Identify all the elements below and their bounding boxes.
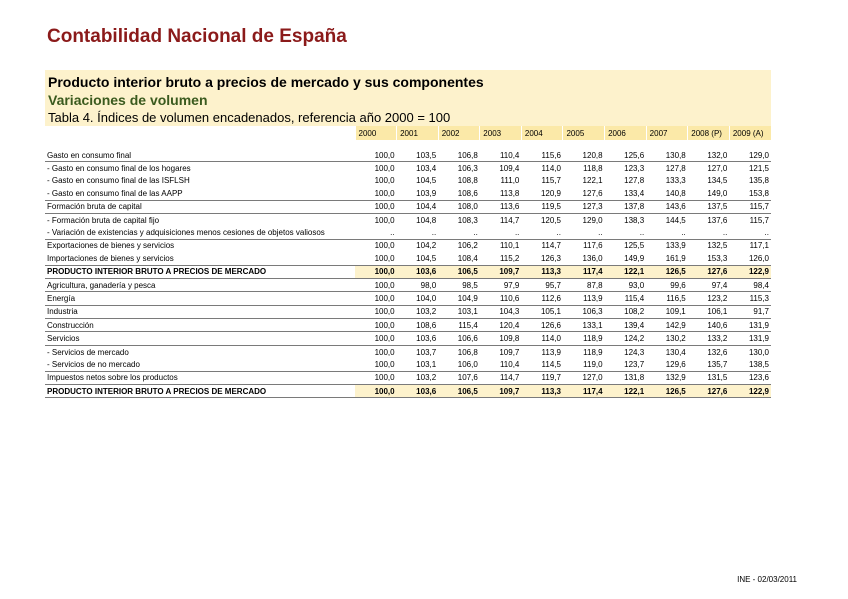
cell-value: 107,6 xyxy=(438,371,480,384)
cell-value: 103,2 xyxy=(397,305,439,318)
cell-value: 111,0 xyxy=(500,176,520,186)
cell-value: 114,7 xyxy=(541,241,561,251)
cell-value: 103,9 xyxy=(397,187,439,200)
cell-value: 104,5 xyxy=(416,176,437,186)
cell-value: 131,9 xyxy=(729,319,771,332)
column-header-year: 2004 xyxy=(521,126,563,140)
cell-value: 120,4 xyxy=(480,319,522,332)
cell-value: 119,0 xyxy=(563,358,605,371)
cell-value: 100,0 xyxy=(355,200,397,213)
row-label: - Formación bruta de capital fijo xyxy=(47,215,160,225)
cell-value: 109,4 xyxy=(499,164,520,174)
row-label: - Servicios de no mercado xyxy=(45,358,355,371)
document-title: Contabilidad Nacional de España xyxy=(47,26,347,47)
cell-value: 108,6 xyxy=(397,319,439,332)
cell-value: 100,0 xyxy=(374,176,395,186)
cell-value: 126,5 xyxy=(646,265,688,278)
cell-value: 115,7 xyxy=(541,176,561,186)
cell-value: 109,8 xyxy=(480,332,522,345)
cell-value: 139,4 xyxy=(605,319,647,332)
cell-value: 97,9 xyxy=(480,278,522,291)
table-title: Producto interior bruto a precios de mercado y sus componentes xyxy=(48,74,484,90)
cell-value: 137,6 xyxy=(707,215,728,225)
cell-value: .. xyxy=(563,226,605,239)
cell-value: 104,8 xyxy=(416,215,437,225)
cell-value: 110,4 xyxy=(480,149,522,162)
row-label: Energía xyxy=(45,292,355,305)
table-row xyxy=(45,175,771,187)
cell-value: 100,0 xyxy=(355,305,397,318)
row-label: Gasto en consumo final xyxy=(45,149,355,162)
table-subtitle: Variaciones de volumen xyxy=(48,92,208,108)
cell-value: 100,0 xyxy=(355,292,397,305)
cell-value: 138,5 xyxy=(729,358,771,371)
cell-value: 116,5 xyxy=(646,292,688,305)
cell-value: 149,9 xyxy=(605,252,647,265)
cell-value: 126,6 xyxy=(521,319,563,332)
column-header-year: 2009 (A) xyxy=(729,126,771,140)
column-header-blank xyxy=(45,126,355,140)
cell-value: 100,0 xyxy=(374,164,395,174)
cell-value: 140,8 xyxy=(646,187,688,200)
table-row xyxy=(45,332,771,345)
table-row xyxy=(45,358,771,371)
cell-value: 91,7 xyxy=(729,305,771,318)
cell-value: 123,6 xyxy=(729,371,771,384)
cell-value: .. xyxy=(646,226,688,239)
cell-value: 117,1 xyxy=(749,241,769,251)
cell-value: 113,9 xyxy=(541,347,561,357)
cell-value: 142,9 xyxy=(646,319,688,332)
footer-source-date: INE - 02/03/2011 xyxy=(737,575,797,584)
cell-value: 133,3 xyxy=(665,176,686,186)
total-row xyxy=(45,385,771,398)
column-header-year: 2001 xyxy=(397,126,439,140)
total-row xyxy=(45,265,771,278)
cell-value: 106,1 xyxy=(688,305,730,318)
column-header-year: 2007 xyxy=(646,126,688,140)
cell-value: 113,3 xyxy=(521,265,563,278)
cell-value: 118,9 xyxy=(563,332,605,345)
cell-value: 124,3 xyxy=(624,347,645,357)
cell-value: 125,5 xyxy=(624,241,645,251)
cell-value: 106,3 xyxy=(457,164,478,174)
cell-value: 100,0 xyxy=(374,241,395,251)
cell-value: 108,8 xyxy=(457,176,478,186)
cell-value: 100,0 xyxy=(355,149,397,162)
cell-value: 104,4 xyxy=(397,200,439,213)
cell-value: .. xyxy=(397,226,439,239)
column-header-row xyxy=(45,126,771,140)
cell-value: 114,7 xyxy=(499,215,520,225)
column-header-year: 2003 xyxy=(480,126,522,140)
table-row xyxy=(45,213,771,226)
cell-value: 104,2 xyxy=(416,241,437,251)
cell-value: 113,9 xyxy=(563,292,605,305)
cell-value: .. xyxy=(729,226,771,239)
cell-value: 100,0 xyxy=(355,385,397,398)
table-caption: Tabla 4. Índices de volumen encadenados, referencia año 2000 = 100 xyxy=(48,110,451,125)
cell-value: 100,0 xyxy=(355,358,397,371)
cell-value: 120,5 xyxy=(540,215,561,225)
row-label: Agricultura, ganadería y pesca xyxy=(45,278,355,291)
cell-value: 103,1 xyxy=(438,305,480,318)
cell-value: 123,7 xyxy=(605,358,647,371)
cell-value: 104,9 xyxy=(438,292,480,305)
table-row xyxy=(45,200,771,213)
cell-value: 130,2 xyxy=(646,332,688,345)
cell-value: 137,5 xyxy=(688,200,730,213)
table-row xyxy=(45,319,771,332)
cell-value: 129,6 xyxy=(646,358,688,371)
cell-value: 123,2 xyxy=(688,292,730,305)
cell-value: 106,8 xyxy=(457,347,478,357)
table-row xyxy=(45,252,771,265)
row-label: PRODUCTO INTERIOR BRUTO A PRECIOS DE MERCADO xyxy=(45,385,355,398)
cell-value: 114,0 xyxy=(521,332,563,345)
cell-value: 131,5 xyxy=(688,371,730,384)
table-header-band xyxy=(45,70,771,127)
row-label: Importaciones de bienes y servicios xyxy=(45,252,355,265)
cell-value: 115,7 xyxy=(729,200,771,213)
row-label: - Gasto en consumo final de las AAPP xyxy=(45,187,355,200)
column-header-year: 2006 xyxy=(605,126,647,140)
table-row xyxy=(45,187,771,200)
column-header-year: 2005 xyxy=(563,126,605,140)
cell-value: 103,5 xyxy=(397,149,439,162)
column-header-year: 2000 xyxy=(355,126,397,140)
cell-value: .. xyxy=(438,226,480,239)
cell-value: 119,5 xyxy=(521,200,563,213)
cell-value: 98,0 xyxy=(397,278,439,291)
cell-value: 115,6 xyxy=(521,149,563,162)
cell-value: 122,1 xyxy=(605,265,647,278)
cell-value: 109,7 xyxy=(480,265,522,278)
row-label: - Variación de existencias y adquisiciones menos cesiones de objetos valiosos xyxy=(45,226,355,239)
cell-value: .. xyxy=(355,226,397,239)
cell-value: 126,3 xyxy=(521,252,563,265)
cell-value: 132,9 xyxy=(646,371,688,384)
cell-value: 118,8 xyxy=(583,164,603,174)
cell-value: 108,2 xyxy=(605,305,647,318)
cell-value: 115,4 xyxy=(605,292,647,305)
cell-value: 135,7 xyxy=(688,358,730,371)
cell-value: 103,2 xyxy=(397,371,439,384)
cell-value: 129,0 xyxy=(729,149,771,162)
cell-value: 109,1 xyxy=(646,305,688,318)
row-label: PRODUCTO INTERIOR BRUTO A PRECIOS DE MERCADO xyxy=(45,265,355,278)
cell-value: 131,9 xyxy=(729,332,771,345)
cell-value: 103,1 xyxy=(397,358,439,371)
cell-value: 106,5 xyxy=(438,385,480,398)
cell-value: 132,0 xyxy=(688,149,730,162)
column-header-year: 2008 (P) xyxy=(688,126,730,140)
gdp-volume-index-table xyxy=(45,126,771,398)
cell-value: 127,3 xyxy=(563,200,605,213)
cell-value: 106,6 xyxy=(438,332,480,345)
cell-value: 113,8 xyxy=(480,187,522,200)
cell-value: 100,0 xyxy=(355,252,397,265)
table-row xyxy=(45,345,771,358)
cell-value: 98,4 xyxy=(729,278,771,291)
cell-value: 110,6 xyxy=(480,292,522,305)
cell-value: 103,6 xyxy=(397,265,439,278)
cell-value: 122,1 xyxy=(582,176,603,186)
cell-value: 132,5 xyxy=(707,241,728,251)
cell-value: 114,7 xyxy=(480,371,522,384)
cell-value: 100,0 xyxy=(355,371,397,384)
cell-value: 118,9 xyxy=(583,347,603,357)
cell-value: 115,4 xyxy=(438,319,480,332)
cell-value: .. xyxy=(688,226,730,239)
cell-value: 100,0 xyxy=(355,278,397,291)
row-label: - Servicios de mercado xyxy=(47,347,129,357)
row-label: - Gasto en consumo final de las ISFLSH xyxy=(47,176,190,186)
cell-value: 149,0 xyxy=(688,187,730,200)
cell-value: 137,8 xyxy=(605,200,647,213)
cell-value: 143,6 xyxy=(646,200,688,213)
cell-value: 117,4 xyxy=(563,385,605,398)
cell-value: 115,7 xyxy=(749,215,769,225)
cell-value: 122,9 xyxy=(729,265,771,278)
cell-value: 103,6 xyxy=(397,385,439,398)
cell-value: 104,3 xyxy=(480,305,522,318)
cell-value: 134,5 xyxy=(707,176,728,186)
cell-value: 100,0 xyxy=(355,265,397,278)
cell-value: 127,0 xyxy=(707,164,728,174)
cell-value: 115,2 xyxy=(480,252,522,265)
cell-value: 124,2 xyxy=(605,332,647,345)
cell-value: .. xyxy=(605,226,647,239)
cell-value: 103,4 xyxy=(416,164,437,174)
cell-value: 130,8 xyxy=(646,149,688,162)
cell-value: 114,0 xyxy=(541,164,561,174)
cell-value: 127,6 xyxy=(688,385,730,398)
cell-value: 109,7 xyxy=(480,385,522,398)
table-row xyxy=(45,162,771,175)
cell-value: 130,4 xyxy=(665,347,686,357)
cell-value: 103,6 xyxy=(397,332,439,345)
cell-value: 122,9 xyxy=(729,385,771,398)
cell-value: 133,1 xyxy=(563,319,605,332)
row-label: Impuestos netos sobre los productos xyxy=(45,371,355,384)
cell-value: 132,6 xyxy=(707,347,728,357)
row-label: Servicios xyxy=(45,332,355,345)
cell-value: 127,6 xyxy=(688,265,730,278)
cell-value: 100,0 xyxy=(355,332,397,345)
cell-value: 95,7 xyxy=(521,278,563,291)
cell-value: 130,0 xyxy=(748,347,769,357)
row-label: Exportaciones de bienes y servicios xyxy=(47,241,175,251)
cell-value: 110,4 xyxy=(480,358,522,371)
cell-value: 125,6 xyxy=(605,149,647,162)
spacer-row xyxy=(45,140,771,149)
table-row xyxy=(45,239,771,252)
cell-value: 126,0 xyxy=(729,252,771,265)
cell-value: 117,6 xyxy=(583,241,603,251)
cell-value: 127,6 xyxy=(563,187,605,200)
cell-value: 135,8 xyxy=(748,176,769,186)
cell-value: 97,4 xyxy=(688,278,730,291)
cell-value: 106,0 xyxy=(438,358,480,371)
cell-value: 112,6 xyxy=(521,292,563,305)
cell-value: 113,3 xyxy=(521,385,563,398)
cell-value: 104,5 xyxy=(397,252,439,265)
cell-value: 98,5 xyxy=(438,278,480,291)
cell-value: 115,3 xyxy=(729,292,771,305)
table-row xyxy=(45,226,771,239)
cell-value: 110,1 xyxy=(499,241,520,251)
cell-value: 117,4 xyxy=(563,265,605,278)
cell-value: 126,5 xyxy=(646,385,688,398)
cell-value: 108,6 xyxy=(438,187,480,200)
cell-value: 136,0 xyxy=(563,252,605,265)
cell-value: 127,8 xyxy=(665,164,686,174)
cell-value: 87,8 xyxy=(563,278,605,291)
table-body xyxy=(45,140,771,398)
cell-value: 140,6 xyxy=(688,319,730,332)
cell-value: 138,3 xyxy=(624,215,645,225)
cell-value: .. xyxy=(480,226,522,239)
cell-value: 108,4 xyxy=(438,252,480,265)
cell-value: 120,9 xyxy=(521,187,563,200)
cell-value: 161,9 xyxy=(646,252,688,265)
row-label: Construcción xyxy=(45,319,355,332)
cell-value: 109,7 xyxy=(499,347,520,357)
cell-value: 121,5 xyxy=(748,164,769,174)
cell-value: 100,0 xyxy=(374,215,395,225)
cell-value: 106,5 xyxy=(438,265,480,278)
table-row xyxy=(45,305,771,318)
cell-value: 100,0 xyxy=(374,347,395,357)
cell-value: 106,8 xyxy=(438,149,480,162)
cell-value: 108,0 xyxy=(438,200,480,213)
table-row xyxy=(45,371,771,384)
cell-value: 120,8 xyxy=(563,149,605,162)
cell-value: 133,2 xyxy=(688,332,730,345)
cell-value: 133,9 xyxy=(665,241,686,251)
cell-value: 104,0 xyxy=(397,292,439,305)
cell-value: 103,7 xyxy=(416,347,437,357)
column-header-year: 2002 xyxy=(438,126,480,140)
cell-value: 119,7 xyxy=(521,371,563,384)
cell-value: 153,3 xyxy=(688,252,730,265)
cell-value: 127,8 xyxy=(624,176,645,186)
cell-value: 99,6 xyxy=(646,278,688,291)
cell-value: 129,0 xyxy=(582,215,603,225)
cell-value: 100,0 xyxy=(355,187,397,200)
cell-value: 100,0 xyxy=(355,319,397,332)
row-label: Formación bruta de capital xyxy=(45,200,355,213)
cell-value: 133,4 xyxy=(605,187,647,200)
cell-value: 106,3 xyxy=(563,305,605,318)
table-row xyxy=(45,149,771,162)
cell-value: .. xyxy=(521,226,563,239)
cell-value: 106,2 xyxy=(457,241,478,251)
cell-value: 93,0 xyxy=(605,278,647,291)
cell-value: 123,3 xyxy=(624,164,645,174)
cell-value: 127,0 xyxy=(563,371,605,384)
cell-value: 114,5 xyxy=(521,358,563,371)
cell-value: 122,1 xyxy=(605,385,647,398)
cell-value: 144,5 xyxy=(665,215,686,225)
table-row xyxy=(45,292,771,305)
table-row xyxy=(45,278,771,291)
cell-value: 153,8 xyxy=(729,187,771,200)
cell-value: 108,3 xyxy=(457,215,478,225)
row-label: Industria xyxy=(45,305,355,318)
cell-value: 113,6 xyxy=(480,200,522,213)
cell-value: 105,1 xyxy=(521,305,563,318)
row-label: - Gasto en consumo final de los hogares xyxy=(47,164,191,174)
cell-value: 131,8 xyxy=(605,371,647,384)
